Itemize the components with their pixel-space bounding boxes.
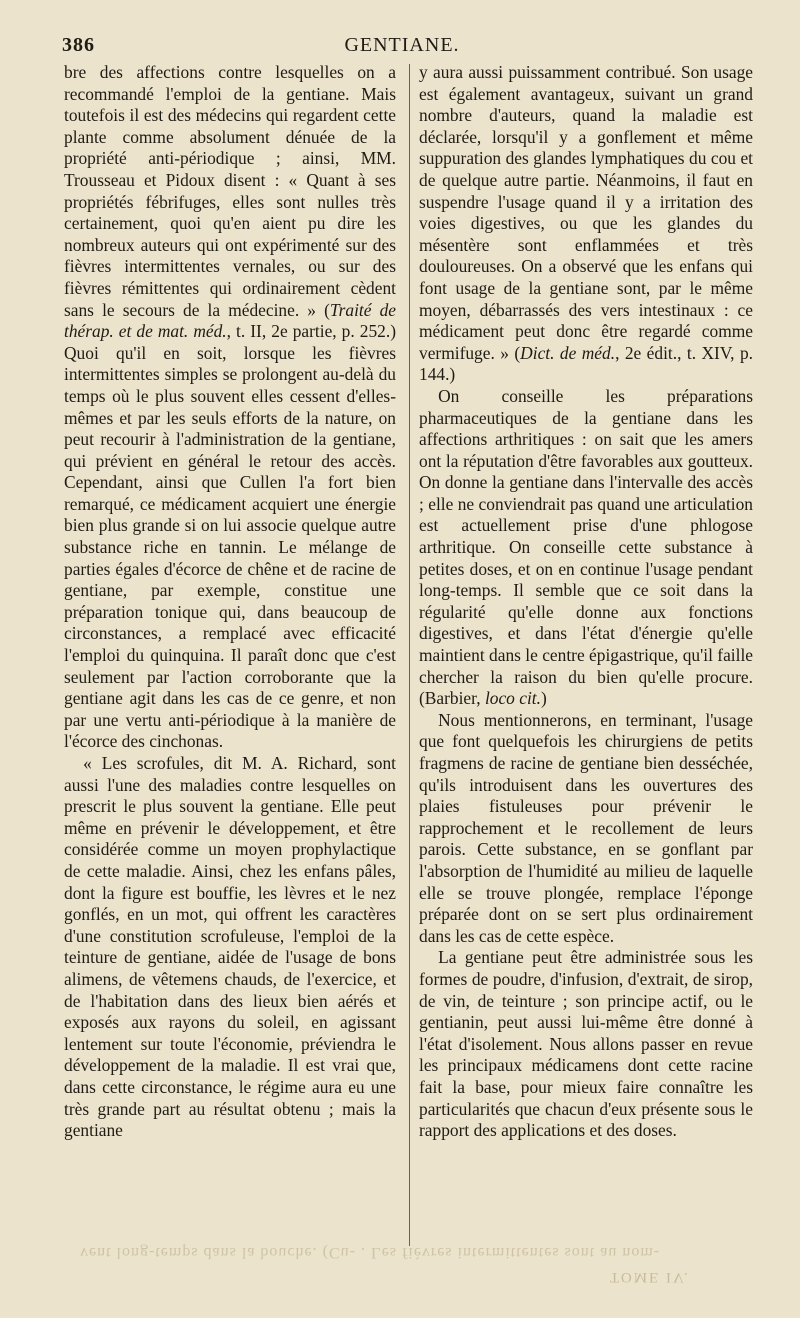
paragraph-text: y aura aussi puissamment contribué. Son usage est également avantageux, suivant un grand nombre d'auteurs, quand la maladie est déclarée, lorsqu'il y a gonflement et même suppuration des glandes lymphatiques du cou et de quelque autre partie. Néanmoins, il faut en suspendre l'usage quand il y a irritation des voies digestives, ou que les glandes du mésentère sont enflammées et très douloureuses. On a observé que les enfans qui font usage de la gentiane sont, par le même moyen, débarrassés des vers intestinaux : ce médicament peut donc être regardé comme vermifuge. » ( <box>419 62 753 363</box>
paragraph-text: On conseille les préparations pharmaceutiques de la gentiane dans les affections arthritiques : on sait que les amers ont la réputation d'être favorables aux goutteux. On donne la gentiane dans l'intervalle des accès ; elle ne conviendrait pas quand une articulation est actuellement prise d'une phlogose arthritique. On conseille cette substance à petites doses, et on en continue l'usage pendant long-temps. Il semble que ce soit dans la régularité qu'elle donne aux fonctions digestives, et dans l'état d'énergie qu'elle maintient dans le centre épigastrique, qu'il faille chercher la raison du bien qu'elle procure. (Barbier, <box>419 385 753 709</box>
paragraph <box>419 386 753 710</box>
paragraph-text: , t. II, 2e partie, p. 252.) Quoi qu'il en soit, lorsque les fièvres intermittentes simples se prolongent au-delà du temps où le plus souvent elles cessent d'elles-mêmes et par les seuls efforts de la nature, on peut recourir à l'administration de la gentiane, qui prévient en général le retour des accès. Cependant, ainsi que Cullen l'a fort bien remarqué, ce médicament acquiert une énergie bien plus grande si on lui associe quelque autre substance riche en tannin. Le mélange de parties égales d'écorce de chêne et de racine de gentiane, par exemple, constitue une préparation tonique qui, dans beaucoup de circonstances, a remplacé avec efficacité l'emploi du quinquina. Il paraît donc que c'est seulement par l'action corroborante que la gentiane agit dans les cas de ce genre, et non par une vertu anti-périodique à la manière de l'écorce des cinchonas. <box>64 321 396 752</box>
paragraph-text: ) <box>540 688 547 709</box>
page-number: 386 <box>62 34 95 56</box>
paragraph <box>64 62 396 753</box>
paragraph: La gentiane peut être administrée sous les formes de poudre, d'infusion, d'extrait, de sirop, de vin, de teinture ; son principe actif, ou le gentianin, peut aussi lui-même être donné à l'état d'isolement. Nous allons passer en revue les principaux médicamens dont cette racine fait la base, pour mieux faire connaître les particularités que chacun d'eux présente sous le rapport des applications et des doses. <box>419 947 753 1141</box>
column-divider <box>409 64 410 1246</box>
citation: Dict. de méd. <box>520 342 616 363</box>
paragraph-text: bre des affections contre lesquelles on a recommandé l'emploi de la gentiane. Mais toutefois il est des médecins qui regardent cette plante comme absolument dénuée de la propriété anti-périodique ; ainsi, MM. Trousseau et Pidoux disent : « Quant à ses propriétés fébrifuges, elles sont nulles très certainement, quoi qu'en aient pu dire les nombreux auteurs qui ont expérimenté sur des fièvres intermittentes vernales, ou sur des fièvres rémittentes qui ordinairement cèdent sans le secours de la médecine. » ( <box>64 62 396 320</box>
left-column <box>64 62 396 1252</box>
tome-label: TOME IV. <box>610 1269 690 1285</box>
citation: Traité de thérap. et de mat. méd. <box>64 299 396 342</box>
paragraph <box>419 62 753 386</box>
page-header <box>62 34 742 62</box>
running-title: GENTIANE. <box>344 34 460 56</box>
paragraph: « Les scrofules, dit M. A. Richard, sont aussi l'une des maladies contre lesquelles on prescrit le plus souvent la gentiane. Elle peut même en prévenir le développement, et être considérée comme un moyen prophylactique de cette maladie. Ainsi, chez les enfans pâles, dont la figure est bouffie, les lèvres et le nez gonflés, en un mot, qui offrent les caractères d'une constitution scrofuleuse, l'emploi de la teinture de gentiane, aidée de l'usage de bons alimens, de vêtemens chauds, de l'exercice, et de l'habitation dans des lieux bien aérés et exposés aux rayons du soleil, en agissant lentement sur toute l'économie, préviendra le développement de la maladie. Il est vrai que, dans cette circonstance, le régime aura eu une très grande part au résultat obtenu ; mais la gentiane <box>64 753 396 1141</box>
citation: loco cit. <box>484 688 541 709</box>
paragraph-text: , 2e édit., t. XIV, p. 144.) <box>419 342 753 385</box>
bleed-through-text: vent long-temps dans la bouche. (Cu- . Les fièvres intermittentes sont au nom- <box>80 1244 661 1261</box>
paragraph: Nous mentionnerons, en terminant, l'usage que font quelquefois les chirurgiens de petits fragmens de racine de gentiane bien desséchée, qu'ils introduisent dans les ouvertures des plaies fistuleuses pour prévenir le rapprochement et le recollement de leurs parois. Cette substance, en se gonflant par l'absorption de l'humidité au milieu de laquelle elle se trouve plongée, remplace l'éponge préparée dont on se sert plus ordinairement dans les cas de cette espèce. <box>419 709 753 946</box>
right-column <box>419 62 753 1252</box>
